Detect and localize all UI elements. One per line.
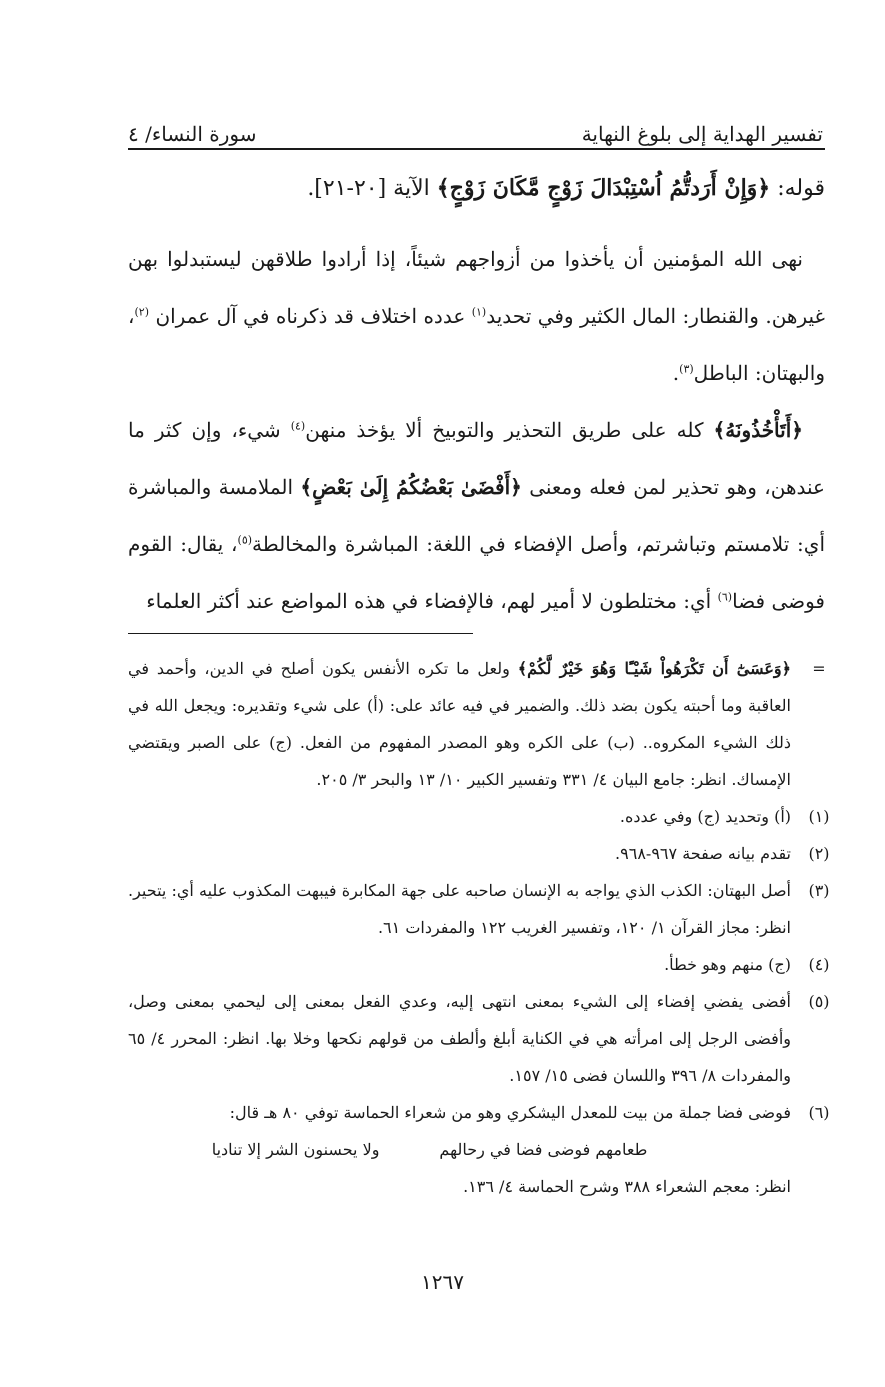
header-divider <box>128 148 825 150</box>
footnote-continuation <box>128 650 847 798</box>
footnote-ref: (٤) <box>290 419 306 433</box>
paragraph-text: نهى الله المؤمنين أن يأخذوا من أزواجهم شيئاً، إذا أرادوا طلاقهن ليستبدلوا بهن غيرهن. والقنطار: المال الكثير وفي تحديد <box>128 247 825 328</box>
footnote-number: (٢) <box>808 844 830 863</box>
quran-verse: ﴿وَإِنْ أَرَدتُّمُ اُسْتِبْدَالَ زَوْجٍ مَّكَانَ زَوْجٍ﴾ <box>436 175 771 201</box>
footnote-source: انظر: معجم الشعراء ٣٨٨ وشرح الحماسة ٤/ ١٣٦. <box>463 1177 791 1196</box>
spacer <box>128 217 825 231</box>
footnote-number: (٤) <box>808 955 830 974</box>
poem-first-hemistich: طعامهم فوضى فضا في رحالهم <box>439 1140 648 1159</box>
footnote-text: أفضى يفضي إفضاء إلى الشيء بمعنى انتهى إليه، وعدي الفعل بمعنى إلى ليحمي بمعنى وصل، وأفضى الرجل إلى امرأته هي في الكناية أبلغ وألطف من قولهم نكحها وخلا بها. انظر: المحرر ٤/ ٦٥ والمفردات ٨/ ٣٩٦ واللسان فضى ١٥/ ١٥٧. <box>128 992 792 1085</box>
footnotes <box>128 650 847 1205</box>
paragraph-text: عدده اختلاف قد ذكرناه في آل عمران <box>155 304 472 328</box>
footnote-4 <box>128 946 847 983</box>
running-header <box>128 108 823 144</box>
footnote-3 <box>128 872 847 946</box>
surah-label: سورة النساء/ ٤ <box>128 122 257 146</box>
footnote-ref: (٥) <box>237 533 253 547</box>
quran-phrase: ﴿وَعَسَىٰٓ أَن تَكْرَهُواْ شَيْـًٔا وَهُوَ خَيْرٌ لَّكُمْ﴾ <box>517 659 791 678</box>
footnote-number: (٥) <box>808 992 830 1011</box>
footnote-ref: (٣) <box>679 362 694 376</box>
footnote-ref: (١) <box>471 305 487 319</box>
verse-reference: الآية [٢٠-٢١]. <box>307 176 437 201</box>
paragraph-text: . <box>672 361 680 385</box>
verse-heading <box>128 160 825 217</box>
footnote-number: (١) <box>808 807 830 826</box>
book-title: تفسير الهداية إلى بلوغ النهاية <box>581 122 823 146</box>
footnote-2 <box>128 835 847 872</box>
paragraph-text: كله على طريق التحذير والتوبيخ ألا يؤخذ منهن <box>305 418 714 442</box>
footnote-divider <box>128 633 473 634</box>
footnote-text: (أ) وتحديد (ج) وفي عدده. <box>619 807 791 826</box>
verse-heading-prefix: قوله: <box>770 176 825 201</box>
paragraph-text: الملامسة والمباشرة أي: تلامستم وتباشرتم، وأصل الإفضاء في اللغة: المباشرة والمخالطة <box>128 475 825 556</box>
footnote-1 <box>128 798 847 835</box>
footnote-number: (٦) <box>808 1103 830 1122</box>
footnote-text: أصل البهتان: الكذب الذي يواجه به الإنسان صاحبه على جهة المكابرة فيبهت المكذوب عليه أي: يتحير. انظر: مجاز القرآن ١/ ١٢٠، وتفسير الغريب ١٢٢ والمفردات ٦١. <box>128 881 792 937</box>
footnote-body: ولعل ما تكره الأنفس يكون أصلح في الدين، وأحمد في العاقبة وما أحبته يكون بضد ذلك. والضمير في فيه عائد على: (أ) على شيء وتقديره: ويجعل الله في ذلك الشيء المكروه.. (ب) على الكره وهو المصدر المفهوم من الفعل. (ج) على الصبر ويقتضي الإمساك. انظر: جامع البيان ٤/ ٣٣١ وتفسير الكبير ١٠/ ١٣ والبحر ٣/ ٢٠٥. <box>128 659 791 789</box>
main-text <box>128 160 825 630</box>
paragraph-text: شيء، وإن كثر ما عندهن، وهو تحذير لمن فعله ومعنى <box>128 418 825 499</box>
quran-phrase: ﴿أَتَأْخُذُونَهُ﴾ <box>713 418 803 442</box>
page-number: ١٢٦٧ <box>421 1270 464 1294</box>
paragraph-text: ، والبهتان: الباطل <box>128 304 825 385</box>
quran-phrase: ﴿أَفْضَىٰ بَعْضُكُمُ إِلَىٰ بَعْضٍ﴾ <box>300 475 522 499</box>
footnote-ref: (٦) <box>717 590 733 604</box>
paragraph-2 <box>128 402 825 630</box>
footnote-body: فوضى فضا جملة من بيت للمعدل اليشكري وهو من شعراء الحماسة توفي ٨٠ هـ قال: <box>229 1103 791 1122</box>
poem-second-hemistich: ولا يحسنون الشر إلا تناديا <box>211 1140 380 1159</box>
paragraph-1 <box>128 231 825 402</box>
footnote-text: تقدم بيانه صفحة ٩٦٧-٩٦٨. <box>615 844 791 863</box>
footnote-5 <box>128 983 847 1094</box>
paragraph-text: ، يقال: القوم فوضى فضا <box>128 532 825 613</box>
footnote-number: (٣) <box>808 881 830 900</box>
footnote-text <box>128 650 791 798</box>
poem-verse <box>128 1131 791 1168</box>
footnote-ref: (٢) <box>134 305 149 319</box>
footnote-text <box>128 1094 791 1205</box>
footnote-text: (ج) منهم وهو خطأ. <box>664 955 791 974</box>
paragraph-text: أي: مختلطون لا أمير لهم، فالإفضاء في هذه المواضع عند أكثر العلماء <box>146 589 718 613</box>
footnote-6 <box>128 1094 847 1205</box>
continuation-marker: = <box>812 659 826 678</box>
